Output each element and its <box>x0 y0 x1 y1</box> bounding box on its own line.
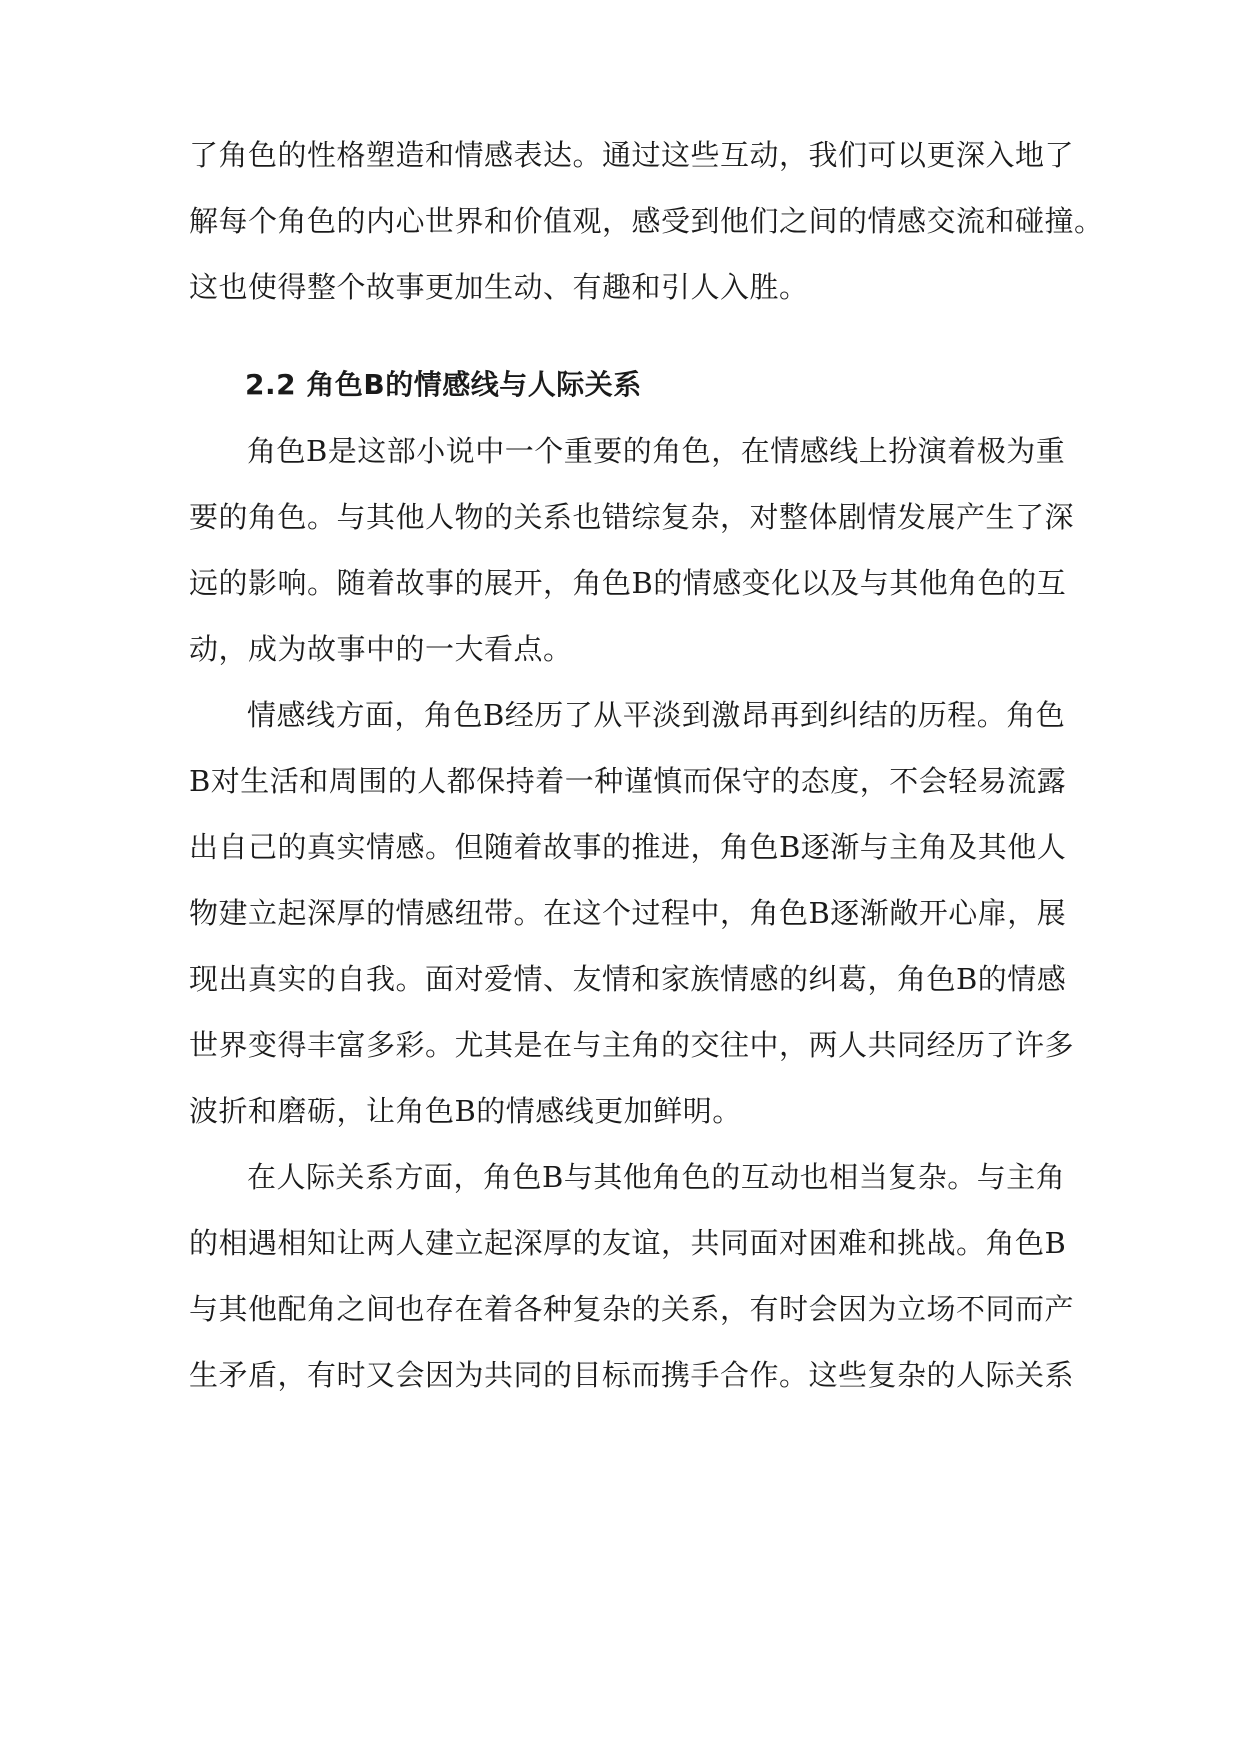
body-text-line: 世界变得丰富多彩。尤其是在与主角的交往中，两人共同经历了许多 <box>189 1028 1075 1062</box>
body-text-line: 物建立起深厚的情感纽带。在这个过程中，角色B逐渐敞开心扉，展 <box>189 896 1067 930</box>
body-text-line: 出自己的真实情感。但随着故事的推进，角色B逐渐与主角及其他人 <box>189 830 1067 864</box>
body-text-line: 生矛盾，有时又会因为共同的目标而携手合作。这些复杂的人际关系 <box>189 1358 1075 1392</box>
body-text-line: 角色B是这部小说中一个重要的角色，在情感线上扮演着极为重 <box>247 434 1066 468</box>
body-text-line: 与其他配角之间也存在着各种复杂的关系，有时会因为立场不同而产 <box>189 1292 1075 1326</box>
body-text-line: 现出真实的自我。面对爱情、友情和家族情感的纠葛，角色B的情感 <box>189 962 1067 996</box>
body-text-line: 情感线方面，角色B经历了从平淡到激昂再到纠结的历程。角色 <box>247 698 1066 732</box>
body-text-line: 在人际关系方面，角色B与其他角色的互动也相当复杂。与主角 <box>247 1160 1066 1194</box>
body-text-line: 动，成为故事中的一大看点。 <box>189 632 573 666</box>
section-heading: 2.2 角色B的情感线与人际关系 <box>245 368 642 401</box>
body-text-line: 要的角色。与其他人物的关系也错综复杂，对整体剧情发展产生了深 <box>189 500 1075 534</box>
body-text-line: 远的影响。随着故事的展开，角色B的情感变化以及与其他角色的互 <box>189 566 1067 600</box>
body-text-line: B对生活和周围的人都保持着一种谨慎而保守的态度，不会轻易流露 <box>189 764 1067 798</box>
body-text-line: 解每个角色的内心世界和价值观，感受到他们之间的情感交流和碰撞。 <box>189 204 1104 238</box>
body-text-line: 了角色的性格塑造和情感表达。通过这些互动，我们可以更深入地了 <box>189 138 1075 172</box>
body-text-line: 这也使得整个故事更加生动、有趣和引人入胜。 <box>189 270 809 304</box>
body-text-line: 波折和磨砺，让角色B的情感线更加鲜明。 <box>189 1094 742 1128</box>
body-text-line: 的相遇相知让两人建立起深厚的友谊，共同面对困难和挑战。角色B <box>189 1226 1067 1260</box>
